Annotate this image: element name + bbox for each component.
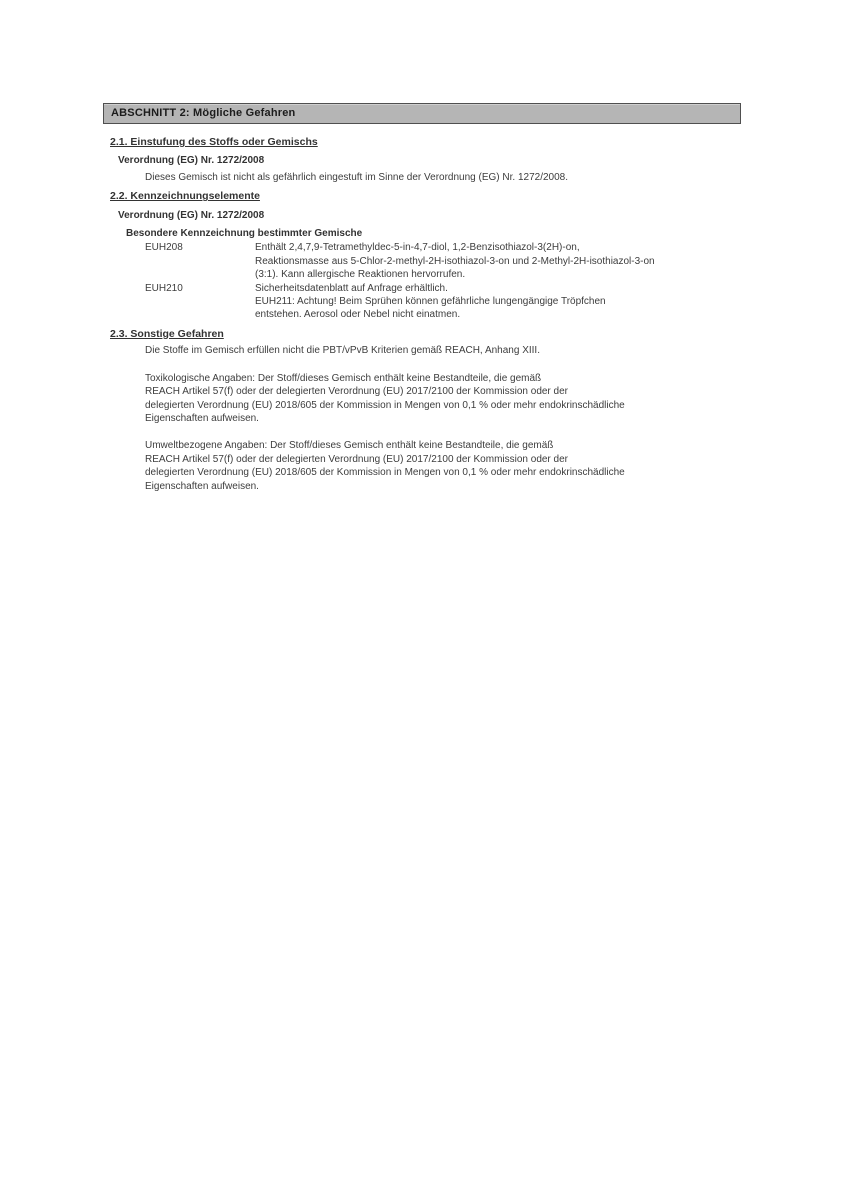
section-header-bar: ABSCHNITT 2: Mögliche Gefahren — [103, 103, 741, 124]
section-2-1-heading: 2.1. Einstufung des Stoffs oder Gemischs — [110, 136, 318, 148]
paragraph-line: delegierten Verordnung (EU) 2018/605 der Kommission in Mengen von 0,1 % oder mehr endokrinschädliche — [145, 399, 625, 411]
euh-code: EUH208 — [145, 242, 183, 254]
paragraph-line: Eigenschaften aufweisen. — [145, 412, 259, 424]
paragraph-environmental — [145, 439, 741, 493]
paragraph-line: Eigenschaften aufweisen. — [145, 480, 259, 492]
euh-description — [255, 282, 741, 322]
paragraph-line: Umweltbezogene Angaben: Der Stoff/dieses Gemisch enthält keine Bestandteile, die gemäß — [145, 440, 554, 452]
section-2-2-heading: 2.2. Kennzeichnungselemente — [110, 190, 260, 203]
euh-text-line: (3:1). Kann allergische Reaktionen hervorrufen. — [255, 269, 466, 281]
classification-statement: Dieses Gemisch ist nicht als gefährlich eingestuft im Sinne der Verordnung (EG) Nr. 1272/2008. — [145, 171, 568, 183]
euh-code: EUH210 — [145, 282, 183, 294]
euh-text-line: Enthält 2,4,7,9-Tetramethyldec-5-in-4,7-diol, 1,2-Benzisothiazol-3(2H)-on, — [255, 242, 580, 254]
euh-row-210 — [145, 282, 741, 322]
euh-description — [255, 241, 741, 281]
regulation-heading-2-1: Verordnung (EG) Nr. 1272/2008 — [118, 155, 265, 167]
paragraph-line: Toxikologische Angaben: Der Stoff/dieses Gemisch enthält keine Bestandteile, die gemäß — [145, 372, 542, 384]
euh-text-line: Reaktionsmasse aus 5-Chlor-2-methyl-2H-isothiazol-3-on und 2-Methyl-2H-isothiazol-3-on — [255, 255, 655, 267]
paragraph-line: delegierten Verordnung (EU) 2018/605 der Kommission in Mengen von 0,1 % oder mehr endokrinschädliche — [145, 467, 625, 479]
sds-section-2 — [103, 103, 741, 493]
section-2-3-heading: 2.3. Sonstige Gefahren — [110, 327, 224, 340]
euh-statements-table — [145, 241, 741, 321]
euh-text-line: entstehen. Aerosol oder Nebel nicht einatmen. — [255, 309, 461, 321]
paragraph-line: REACH Artikel 57(f) oder der delegierten Verordnung (EU) 2017/2100 der Kommission oder der — [145, 386, 568, 398]
paragraph-toxicological — [145, 372, 741, 426]
regulation-heading-2-2: Verordnung (EG) Nr. 1272/2008 — [118, 209, 265, 221]
special-labelling-heading: Besondere Kennzeichnung bestimmter Gemische — [126, 228, 363, 240]
paragraph-pbt-statement: Die Stoffe im Gemisch erfüllen nicht die PBT/vPvB Kriterien gemäß REACH, Anhang XIII. — [145, 345, 540, 357]
euh-row-208 — [145, 241, 741, 281]
euh-text-line: EUH211: Achtung! Beim Sprühen können gefährliche lungengängige Tröpfchen — [255, 296, 606, 308]
paragraph-line: REACH Artikel 57(f) oder der delegierten Verordnung (EU) 2017/2100 der Kommission oder der — [145, 453, 568, 465]
euh-text-line: Sicherheitsdatenblatt auf Anfrage erhältlich. — [255, 282, 448, 294]
